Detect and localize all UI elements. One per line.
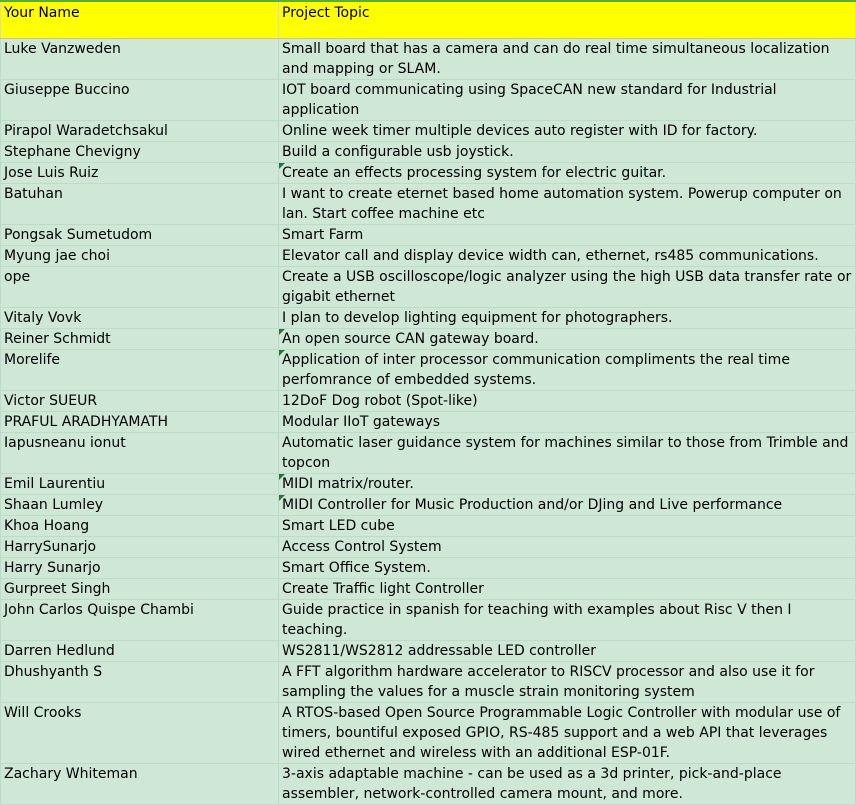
name-cell[interactable]: Shaan Lumley — [1, 495, 279, 516]
topic-cell[interactable] — [279, 142, 856, 163]
name-cell[interactable]: Giuseppe Buccino — [1, 80, 279, 121]
header-name-cell[interactable]: Your Name — [1, 1, 279, 39]
table-row — [1, 308, 856, 329]
name-cell[interactable]: Khoa Hoang — [1, 516, 279, 537]
topic-cell[interactable] — [279, 184, 856, 225]
name-cell[interactable]: Morelife — [1, 350, 279, 391]
topic-cell[interactable] — [279, 267, 856, 308]
topic-text: I want to create eternet based home automation system. Powerup computer on lan. Start coffee machine etc — [282, 186, 842, 222]
topic-text: Create an effects processing system for electric guitar. — [282, 165, 667, 181]
table-row — [1, 764, 856, 805]
table-row — [1, 121, 856, 142]
topic-text: MIDI Controller for Music Production and/or DJing and Live performance — [282, 497, 783, 513]
topic-cell[interactable] — [279, 474, 856, 495]
comment-indicator-icon — [279, 474, 285, 480]
name-cell[interactable]: Batuhan — [1, 184, 279, 225]
table-row — [1, 703, 856, 764]
topic-cell[interactable] — [279, 764, 856, 805]
table-row — [1, 558, 856, 579]
topic-text: Guide practice in spanish for teaching with examples about Risc V then I teaching. — [282, 602, 792, 638]
table-row — [1, 600, 856, 641]
name-cell[interactable]: Stephane Chevigny — [1, 142, 279, 163]
name-cell[interactable]: Pirapol Waradetchsakul — [1, 121, 279, 142]
topic-text: Access Control System — [282, 539, 442, 555]
table-row — [1, 412, 856, 433]
comment-indicator-icon — [279, 350, 285, 356]
topic-text: Smart LED cube — [282, 518, 395, 534]
topic-text: 3-axis adaptable machine - can be used as a 3d printer, pick-and-place assembler, network-controlled camera mount, and more. — [282, 766, 782, 802]
name-cell[interactable]: HarrySunarjo — [1, 537, 279, 558]
table-row — [1, 495, 856, 516]
name-cell[interactable]: Will Crooks — [1, 703, 279, 764]
table-row — [1, 267, 856, 308]
table-row — [1, 329, 856, 350]
topic-cell[interactable] — [279, 558, 856, 579]
table-row — [1, 474, 856, 495]
name-cell[interactable]: Dhushyanth S — [1, 662, 279, 703]
table-row — [1, 163, 856, 184]
topic-cell[interactable] — [279, 703, 856, 764]
name-cell[interactable]: Luke Vanzweden — [1, 39, 279, 80]
topic-text: Modular IIoT gateways — [282, 414, 441, 430]
topic-cell[interactable] — [279, 121, 856, 142]
header-topic-cell[interactable]: Project Topic — [279, 1, 856, 39]
topic-cell[interactable] — [279, 641, 856, 662]
topic-text: A FFT algorithm hardware accelerator to RISCV processor and also use it for sampling the values for a muscle strain monitoring system — [282, 664, 815, 700]
topic-text: Elevator call and display device width can, ethernet, rs485 communications. — [282, 248, 819, 264]
table-row — [1, 391, 856, 412]
topic-cell[interactable] — [279, 495, 856, 516]
topic-cell[interactable] — [279, 579, 856, 600]
table-row — [1, 225, 856, 246]
name-cell[interactable]: Gurpreet Singh — [1, 579, 279, 600]
table-row — [1, 433, 856, 474]
topic-text: Automatic laser guidance system for machines similar to those from Trimble and topcon — [282, 435, 849, 471]
topic-cell[interactable] — [279, 537, 856, 558]
topic-cell[interactable] — [279, 246, 856, 267]
table-row — [1, 641, 856, 662]
topic-text: 12DoF Dog robot (Spot-like) — [282, 393, 478, 409]
topic-cell[interactable] — [279, 391, 856, 412]
topic-cell[interactable] — [279, 600, 856, 641]
name-cell[interactable]: PRAFUL ARADHYAMATH — [1, 412, 279, 433]
table-row — [1, 39, 856, 80]
topic-text: A RTOS-based Open Source Programmable Logic Controller with modular use of timers, bountiful exposed GPIO, RS-485 support and a web API that leverages wired ethernet and wireless with an additional ESP-01F. — [282, 705, 841, 761]
table-row — [1, 662, 856, 703]
topic-cell[interactable] — [279, 225, 856, 246]
topic-cell[interactable] — [279, 163, 856, 184]
name-cell[interactable]: Myung jae choi — [1, 246, 279, 267]
name-cell[interactable]: Zachary Whiteman — [1, 764, 279, 805]
table-row — [1, 246, 856, 267]
table-row — [1, 184, 856, 225]
table-row — [1, 350, 856, 391]
topic-text: IOT board communicating using SpaceCAN new standard for Industrial application — [282, 82, 777, 118]
topic-cell[interactable] — [279, 350, 856, 391]
topic-text: Build a configurable usb joystick. — [282, 144, 514, 160]
comment-indicator-icon — [279, 329, 285, 335]
topic-cell[interactable] — [279, 516, 856, 537]
topic-text: Smart Farm — [282, 227, 364, 243]
header-row — [1, 1, 856, 39]
name-cell[interactable]: Jose Luis Ruiz — [1, 163, 279, 184]
comment-indicator-icon — [279, 495, 285, 501]
table-body — [1, 39, 856, 805]
name-cell[interactable]: Iapusneanu ionut — [1, 433, 279, 474]
table-row — [1, 516, 856, 537]
name-cell[interactable]: Darren Hedlund — [1, 641, 279, 662]
topic-text: Create Traffic light Controller — [282, 581, 484, 597]
topic-text: I plan to develop lighting equipment for photographers. — [282, 310, 673, 326]
topic-text: Application of inter processor communication compliments the real time perfomrance of embedded systems. — [282, 352, 790, 388]
name-cell[interactable]: Reiner Schmidt — [1, 329, 279, 350]
table-row — [1, 537, 856, 558]
table-row — [1, 579, 856, 600]
topic-text: WS2811/WS2812 addressable LED controller — [282, 643, 596, 659]
name-cell[interactable]: John Carlos Quispe Chambi — [1, 600, 279, 641]
name-cell[interactable]: Emil Laurentiu — [1, 474, 279, 495]
topic-cell[interactable] — [279, 433, 856, 474]
topic-text: Create a USB oscilloscope/logic analyzer using the high USB data transfer rate or gigabit ethernet — [282, 269, 852, 305]
topic-cell[interactable] — [279, 329, 856, 350]
comment-indicator-icon — [279, 163, 285, 169]
topic-cell[interactable] — [279, 308, 856, 329]
name-cell[interactable]: Harry Sunarjo — [1, 558, 279, 579]
topic-text: An open source CAN gateway board. — [282, 331, 539, 347]
topic-text: Online week timer multiple devices auto register with ID for factory. — [282, 123, 758, 139]
table-row — [1, 80, 856, 121]
name-cell[interactable]: ope — [1, 267, 279, 308]
name-cell[interactable]: Victor SUEUR — [1, 391, 279, 412]
topic-cell[interactable] — [279, 39, 856, 80]
topic-cell[interactable] — [279, 662, 856, 703]
topic-cell[interactable] — [279, 412, 856, 433]
topic-text: Smart Office System. — [282, 560, 431, 576]
name-cell[interactable]: Vitaly Vovk — [1, 308, 279, 329]
name-cell[interactable]: Pongsak Sumetudom — [1, 225, 279, 246]
topic-cell[interactable] — [279, 80, 856, 121]
table-row — [1, 142, 856, 163]
topic-text: Small board that has a camera and can do real time simultaneous localization and mapping or SLAM. — [282, 41, 830, 77]
topic-text: MIDI matrix/router. — [282, 476, 414, 492]
